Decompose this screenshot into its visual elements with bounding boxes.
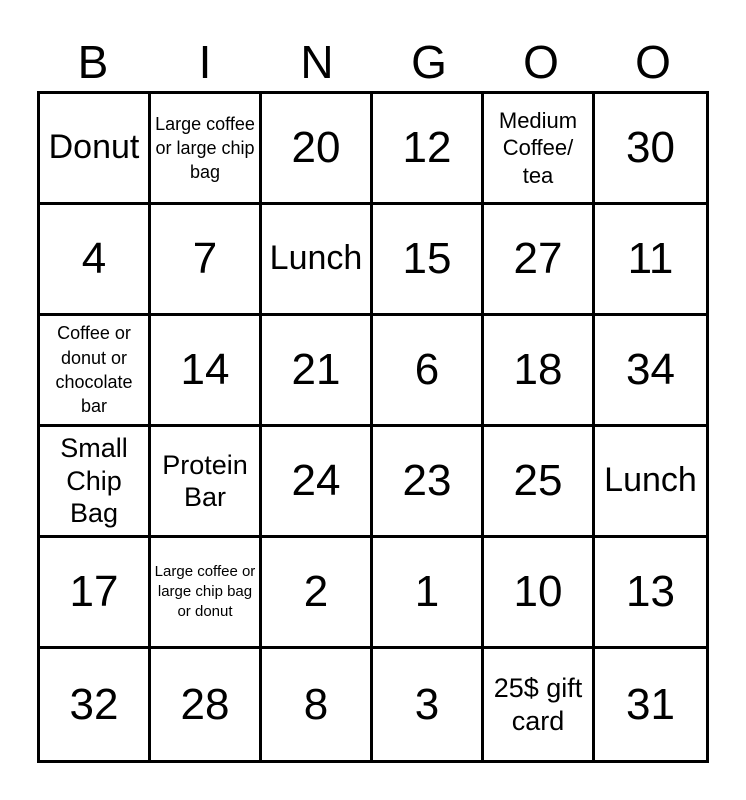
bingo-cell-label: 8 (303, 679, 329, 729)
bingo-cell-label: 17 (69, 567, 119, 616)
bingo-cell[interactable] (40, 205, 151, 316)
bingo-cell[interactable] (595, 205, 706, 316)
bingo-cell-label: 15 (402, 234, 452, 283)
bingo-cell[interactable] (151, 316, 262, 427)
bingo-header (37, 34, 709, 90)
bingo-cell[interactable] (151, 538, 262, 649)
bingo-cell[interactable] (484, 316, 595, 427)
header-letter: N (300, 36, 334, 88)
bingo-cell[interactable] (151, 94, 262, 205)
bingo-cell-label: 25 (513, 456, 563, 505)
header-letter: B (77, 36, 109, 88)
bingo-cell-label: 11 (627, 234, 674, 283)
bingo-cell-label: 18 (513, 345, 563, 394)
bingo-cell-label: 2 (303, 567, 329, 616)
bingo-cell[interactable] (484, 94, 595, 205)
bingo-cell[interactable] (151, 649, 262, 760)
bingo-cell[interactable] (262, 205, 373, 316)
bingo-cell-label: 13 (626, 567, 675, 616)
bingo-cell-label: 31 (626, 679, 675, 729)
bingo-board (37, 91, 709, 763)
bingo-cell[interactable] (40, 538, 151, 649)
bingo-cell-label: 21 (291, 345, 341, 394)
bingo-cell[interactable] (373, 94, 484, 205)
bingo-cell[interactable] (484, 538, 595, 649)
bingo-cell-label: 14 (180, 345, 230, 394)
bingo-cell-label: 32 (69, 679, 119, 729)
bingo-cell-label: 12 (402, 123, 452, 172)
bingo-cell[interactable] (484, 205, 595, 316)
bingo-cell-label: 23 (402, 456, 452, 505)
header-letter: I (198, 36, 212, 88)
bingo-cell[interactable] (151, 205, 262, 316)
bingo-cell[interactable] (484, 649, 595, 760)
bingo-cell[interactable] (40, 427, 151, 538)
bingo-cell[interactable] (151, 427, 262, 538)
bingo-cell[interactable] (262, 94, 373, 205)
bingo-cell[interactable] (373, 205, 484, 316)
bingo-cell-label: Lunch (269, 239, 363, 278)
bingo-cell-label: 20 (291, 123, 341, 172)
bingo-cell-label: 10 (513, 567, 563, 616)
bingo-cell[interactable] (484, 427, 595, 538)
bingo-cell-label: 3 (414, 679, 440, 729)
bingo-cell-label: 7 (192, 234, 218, 283)
bingo-cell[interactable] (373, 538, 484, 649)
bingo-cell-label: 6 (414, 345, 440, 394)
bingo-cell-label: 27 (513, 234, 563, 283)
bingo-cell[interactable] (595, 538, 706, 649)
bingo-cell[interactable] (595, 649, 706, 760)
bingo-cell[interactable] (40, 316, 151, 427)
bingo-cell-label: Small Chip Bag (60, 433, 128, 529)
bingo-cell-label: 34 (626, 345, 675, 394)
bingo-cell[interactable] (373, 316, 484, 427)
bingo-cell[interactable] (595, 316, 706, 427)
bingo-cell[interactable] (40, 649, 151, 760)
bingo-cell[interactable] (262, 649, 373, 760)
header-letter: O (523, 36, 559, 88)
header-letter: G (411, 36, 447, 88)
bingo-cell-label: 4 (81, 234, 107, 283)
bingo-cell-label: Medium Coffee/ tea (498, 108, 578, 188)
bingo-cell-label: Lunch (604, 461, 697, 500)
bingo-cell-label: Large coffee or large chip bag or donut (154, 562, 256, 621)
bingo-cell[interactable] (373, 427, 484, 538)
bingo-cell-label: 28 (180, 679, 230, 729)
bingo-cell-label: Donut (48, 128, 140, 167)
bingo-cell-label: 1 (414, 567, 440, 616)
header-letter: O (635, 36, 671, 88)
bingo-cell-label: Large coffee or large chip bag (155, 113, 255, 183)
bingo-cell[interactable] (595, 94, 706, 205)
bingo-cell-label: 30 (626, 123, 675, 172)
bingo-cell-label: 25$ gift card (493, 673, 583, 736)
bingo-cell[interactable] (373, 649, 484, 760)
bingo-cell[interactable] (262, 427, 373, 538)
bingo-cell-label: 24 (291, 456, 341, 505)
bingo-cell-label: Coffee or donut or chocolate bar (55, 323, 133, 417)
bingo-cell[interactable] (262, 538, 373, 649)
bingo-cell[interactable] (595, 427, 706, 538)
bingo-cell[interactable] (262, 316, 373, 427)
bingo-cell[interactable] (40, 94, 151, 205)
bingo-cell-label: Protein Bar (162, 449, 248, 512)
